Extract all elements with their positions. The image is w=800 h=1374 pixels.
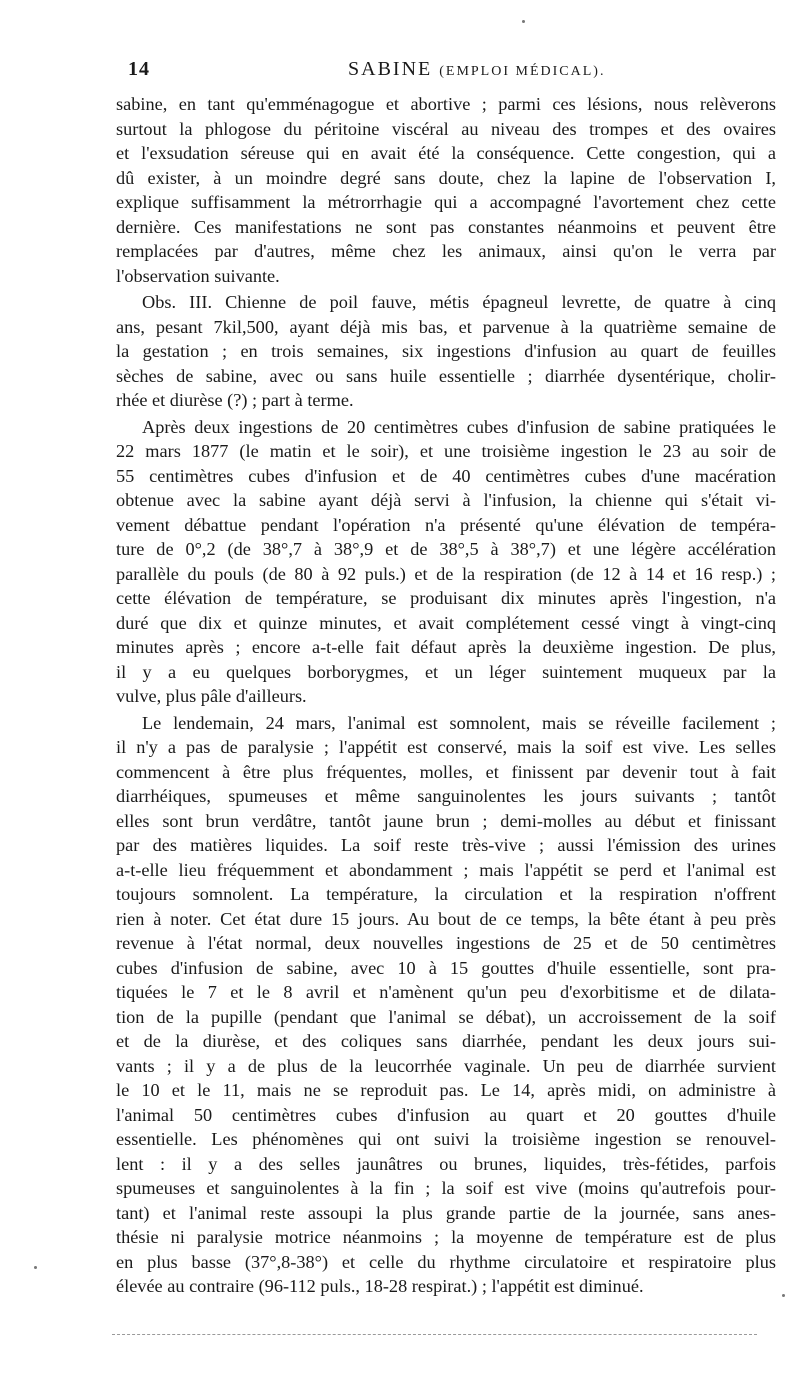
text-line: parallèle du pouls (de 80 à 92 puls.) et de la respiration (de 12 à 14 et 16 resp.) ; [116, 563, 776, 584]
text-line: vulve, plus pâle d'ailleurs. [116, 686, 307, 706]
text-line: vement débattue pendant l'opération n'a présenté qu'une élévation de tempéra- [116, 514, 776, 535]
text-line: tiquées le 7 et le 8 avril et n'amènent qu'un peu d'exorbitisme et de dilata- [116, 982, 776, 1002]
text-line: et l'exsudation séreuse qui en avait été la conséquence. Cette congestion, qui a [116, 143, 776, 163]
page-number: 14 [128, 58, 150, 80]
text-line: et de la diurèse, et des coliques sans diarrhée, pendant les deux jours sui- [116, 1031, 776, 1051]
text-line: par des matières liquides. La soif reste très-vive ; aussi l'émission des urines [116, 835, 776, 855]
text-line: lent : il y a des selles jaunâtres ou brunes, liquides, très-fétides, parfois [116, 1153, 776, 1174]
text-line: dernière. Ces manifestations ne sont pas constantes néanmoins et peuvent être [116, 216, 776, 237]
text-line: elles sont brun verdâtre, tantôt jaune brun ; demi-molles au début et finissant [116, 810, 776, 831]
text-line: ture de 0°,2 (de 38°,7 à 38°,9 et de 38°,5 à 38°,7) et une légère accélération [116, 539, 776, 559]
text-line: revenue à l'état normal, deux nouvelles ingestions de 25 et de 50 centimètres [116, 933, 776, 953]
text-line: l'observation suivante. [116, 265, 280, 286]
footer-rule [112, 1334, 757, 1335]
text-line: le 10 et le 11, mais ne se reproduit pas. Le 14, après midi, on administre à [116, 1080, 776, 1100]
text-line: Le lendemain, 24 mars, l'animal est somnolent, mais se réveille facilement ; [142, 712, 776, 733]
text-line: commencent à être plus fréquentes, molles, et finissent par devenir tout à fait [116, 761, 776, 782]
text-line: sabine, en tant qu'emménagogue et abortive ; parmi ces lésions, nous relèverons [116, 94, 776, 114]
scan-speck [34, 1266, 37, 1269]
text-line: spumeuses et sanguinolentes à la fin ; la soif est vive (moins qu'autrefois pour- [116, 1178, 776, 1198]
text-line: duré que dix et quinze minutes, et avait complétement cessé vingt à vingt-cinq [116, 612, 776, 633]
text-line: vants ; il y a de plus de la leucorrhée vaginale. Un peu de diarrhée survient [116, 1055, 776, 1076]
text-line: explique suffisamment la métrorrhagie qui a accompagné l'avortement chez cette [116, 192, 776, 212]
running-title [348, 58, 605, 81]
text-line: rhée et diurèse (?) ; part à terme. [116, 390, 354, 410]
text-line: il n'y a pas de paralysie ; l'appétit est conservé, mais la soif est vive. Les selles [116, 737, 776, 757]
text-line: la gestation ; en trois semaines, six ingestions d'infusion au quart de feuilles [116, 341, 776, 361]
text-line: tion de la pupille (pendant que l'animal se débat), un accroissement de la soif [116, 1006, 776, 1027]
scan-speck [782, 1294, 785, 1297]
text-line: remplacées par d'autres, même chez les animaux, ainsi qu'on le verra par [116, 241, 776, 261]
body-text [116, 92, 776, 1299]
text-line: minutes après ; encore a-t-elle fait défaut après la deuxième ingestion. De plus, [116, 637, 776, 657]
text-line: tant) et l'animal reste assoupi la plus grande partie de la journée, sans anes- [116, 1202, 776, 1223]
text-line: en plus basse (37°,8-38°) et celle du rhythme circulatoire et respiratoire plus [116, 1251, 776, 1272]
text-line: diarrhéiques, spumeuses et même sanguinolentes les jours suivants ; tantôt [116, 786, 776, 806]
running-title-main: SABINE [348, 58, 433, 80]
text-line: 22 mars 1877 (le matin et le soir), et une troisième ingestion le 23 au soir de [116, 441, 776, 461]
text-line: essentielle. Les phénomènes qui ont suivi la troisième ingestion se renouvel- [116, 1129, 776, 1149]
text-line: 55 centimètres cubes d'infusion et de 40 centimètres cubes d'une macération [116, 465, 776, 486]
text-line: il y a eu quelques borborygmes, et un léger suintement muqueux par la [116, 661, 776, 682]
running-header [118, 58, 768, 86]
text-line: ans, pesant 7kil,500, ayant déjà mis bas, et parvenue à la quatrième semaine de [116, 316, 776, 337]
text-line: sèches de sabine, avec ou sans huile essentielle ; diarrhée dysentérique, cholir- [116, 365, 776, 386]
text-line: toujours somnolent. La température, la circulation et la respiration n'offrent [116, 884, 776, 904]
text-line: cette élévation de température, se produisant dix minutes après l'ingestion, n'a [116, 588, 776, 608]
text-line: surtout la phlogose du péritoine viscéral au niveau des trompes et des ovaires [116, 118, 776, 139]
text-line: l'animal 50 centimètres cubes d'infusion au quart et 20 gouttes d'huile [116, 1104, 776, 1125]
running-title-sub: (EMPLOI MÉDICAL). [439, 64, 606, 79]
text-line: thésie ni paralysie motrice néanmoins ; la moyenne de température est de plus [116, 1227, 776, 1247]
text-line: élevée au contraire (96-112 puls., 18-28 respirat.) ; l'appétit est diminué. [116, 1276, 644, 1296]
text-line: Après deux ingestions de 20 centimètres cubes d'infusion de sabine pratiquées le [142, 416, 776, 437]
text-line: rien à noter. Cet état dure 15 jours. Au bout de ce temps, la bête étant à peu près [116, 908, 776, 929]
text-line: cubes d'infusion de sabine, avec 10 à 15 gouttes d'huile essentielle, sont pra- [116, 957, 776, 978]
text-line: a-t-elle lieu fréquemment et abondamment ; mais l'appétit se perd et l'animal est [116, 859, 776, 880]
text-line: dû exister, à un moindre degré sans doute, chez la lapine de l'observation I, [116, 167, 776, 188]
scan-speck [522, 20, 525, 23]
observation-heading-line: Obs. III. Chienne de poil fauve, métis épagneul levrette, de quatre à cinq [142, 292, 776, 312]
text-line: obtenue avec la sabine ayant déjà servi à l'infusion, la chienne qui s'était vi- [116, 490, 776, 510]
